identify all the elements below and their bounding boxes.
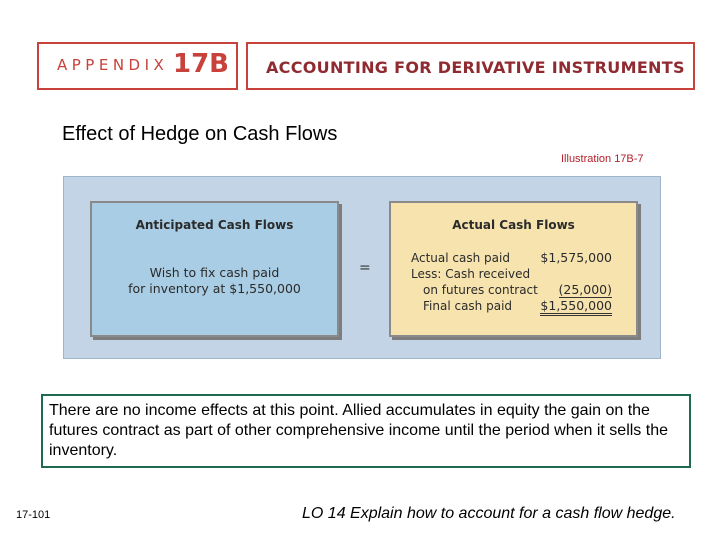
explanation-note: There are no income effects at this point. Allied accumulates in equity the gain on the futures contract as part of other comprehensive income until the period when it sells the inventory. (41, 394, 691, 468)
learning-objective: LO 14 Explain how to account for a cash flow hedge. (302, 505, 676, 522)
row-value-final-cash-paid: $1,550,000 (540, 298, 612, 316)
anticipated-cash-flows-card (90, 201, 339, 337)
appendix-label-box (37, 42, 238, 90)
row-label-less-cash-received: Less: Cash received (411, 267, 531, 281)
actual-cash-flows-card (389, 201, 638, 337)
slide-number: 17-101 (16, 509, 51, 521)
illustration-number: Illustration 17B-7 (561, 153, 644, 165)
banner-title: ACCOUNTING FOR DERIVATIVE INSTRUMENTS (266, 58, 685, 77)
equals-sign: = (359, 260, 371, 276)
appendix-word: APPENDIX (57, 56, 169, 74)
row-value-on-futures-contract: (25,000) (558, 282, 612, 297)
illustration-panel (63, 176, 661, 359)
anticipated-cash-flows-heading: Anticipated Cash Flows (135, 218, 294, 232)
page-title: Effect of Hedge on Cash Flows (62, 123, 338, 145)
banner-title-box (246, 42, 695, 90)
appendix-number: 17B (173, 49, 229, 79)
row-label-actual-cash-paid: Actual cash paid (411, 251, 510, 265)
chapter-banner (37, 42, 695, 90)
row-label-on-futures-contract: on futures contract (423, 283, 538, 297)
row-value-actual-cash-paid: $1,575,000 (540, 250, 612, 265)
anticipated-line-1: Wish to fix cash paid (149, 265, 280, 280)
row-label-final-cash-paid: Final cash paid (423, 299, 513, 313)
actual-cash-flows-heading: Actual Cash Flows (452, 218, 575, 232)
anticipated-line-2: for inventory at $1,550,000 (128, 281, 301, 296)
